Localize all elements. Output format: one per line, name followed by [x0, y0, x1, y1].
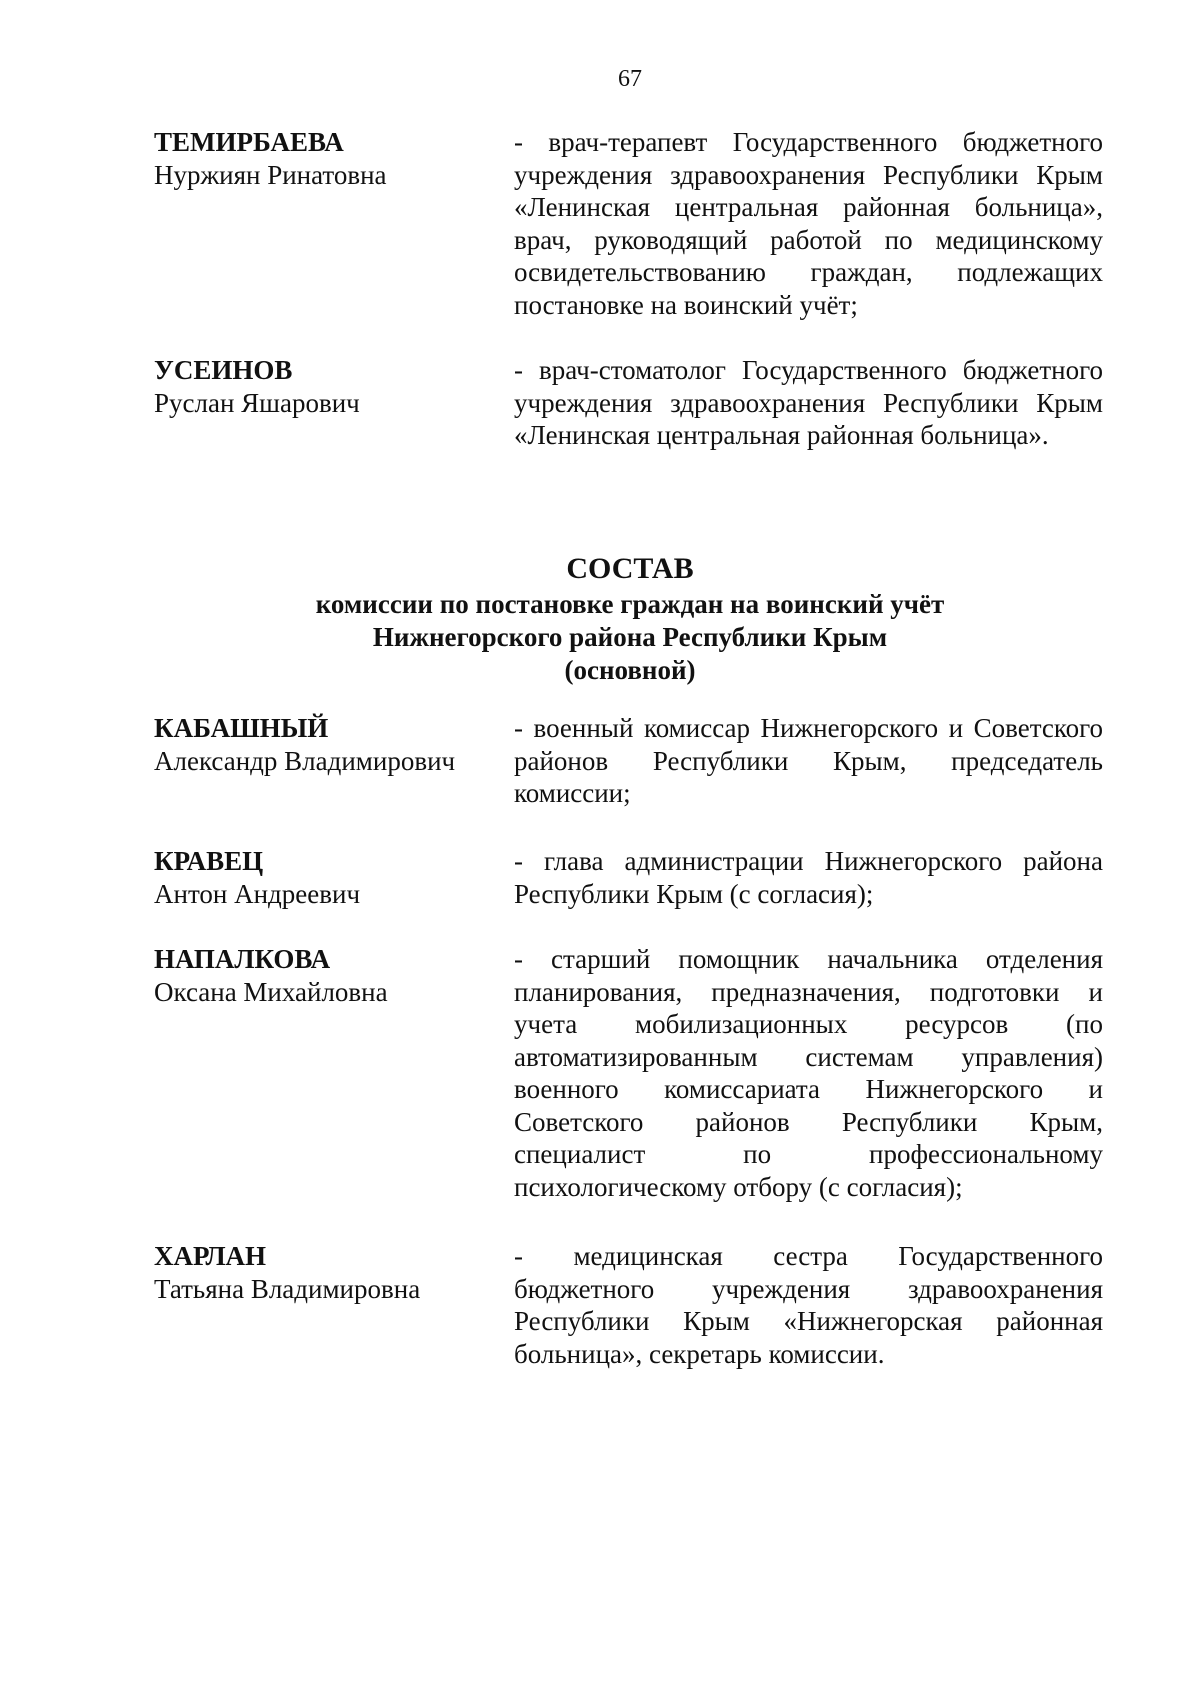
member-name — [154, 1240, 494, 1305]
section-subtitle-line-1: комиссии по постановке граждан на воинский учёт — [315, 589, 945, 619]
member-role: - медицинская сестра Государственного бюджетного учреждения здравоохранения Республики Крым «Нижнегорская районная больница», секретарь комиссии. — [514, 1241, 1103, 1369]
member-role: - врач-терапевт Государственного бюджетного учреждения здравоохранения Республики Крым «Ленинская центральная районная больница», врач, руководящий работой по медицинскому освидетельствованию граждан, подлежащих постановке на воинский учёт; — [514, 127, 1103, 320]
member-given-name: Татьяна Владимировна — [154, 1273, 421, 1304]
member-surname: КРАВЕЦ — [154, 846, 264, 876]
member-name — [154, 126, 494, 191]
member-surname: ХАРЛАН — [154, 1241, 267, 1271]
member-given-name: Нуржиян Ринатовна — [154, 159, 387, 190]
member-name — [154, 943, 494, 1008]
member-given-name: Оксана Михайловна — [154, 976, 388, 1007]
member-name — [154, 845, 494, 910]
member-role: - старший помощник начальника отделения планирования, предназначения, подготовки и учета мобилизационных ресурсов (по автоматизированным системам управления) военного комиссариата Нижнегорского и Советского районов Республики Крым, специалист по профессиональному психологическому отбору (с согласия); — [514, 944, 1103, 1202]
member-role: - глава администрации Нижнегорского района Республики Крым (с согласия); — [514, 846, 1103, 909]
page-number: 67 — [618, 66, 642, 92]
member-surname: ТЕМИРБАЕВА — [154, 127, 344, 157]
section-title: СОСТАВ — [566, 552, 694, 585]
member-name — [154, 354, 494, 419]
member-given-name: Антон Андреевич — [154, 878, 361, 909]
member-surname: НАПАЛКОВА — [154, 944, 331, 974]
section-subtitle-line-2: Нижнегорского района Республики Крым — [372, 622, 888, 652]
member-role: - врач-стоматолог Государственного бюджетного учреждения здравоохранения Республики Крым «Ленинская центральная районная больница». — [514, 355, 1103, 450]
member-surname: УСЕИНОВ — [154, 355, 293, 385]
member-name — [154, 712, 494, 777]
member-given-name: Руслан Яшарович — [154, 387, 360, 418]
section-heading — [0, 550, 1200, 687]
member-given-name: Александр Владимирович — [154, 745, 456, 776]
member-role: - военный комиссар Нижнегорского и Советского районов Республики Крым, председатель комиссии; — [514, 713, 1103, 808]
member-surname: КАБАШНЫЙ — [154, 713, 329, 743]
section-subtitle-line-3: (основной) — [564, 655, 696, 685]
